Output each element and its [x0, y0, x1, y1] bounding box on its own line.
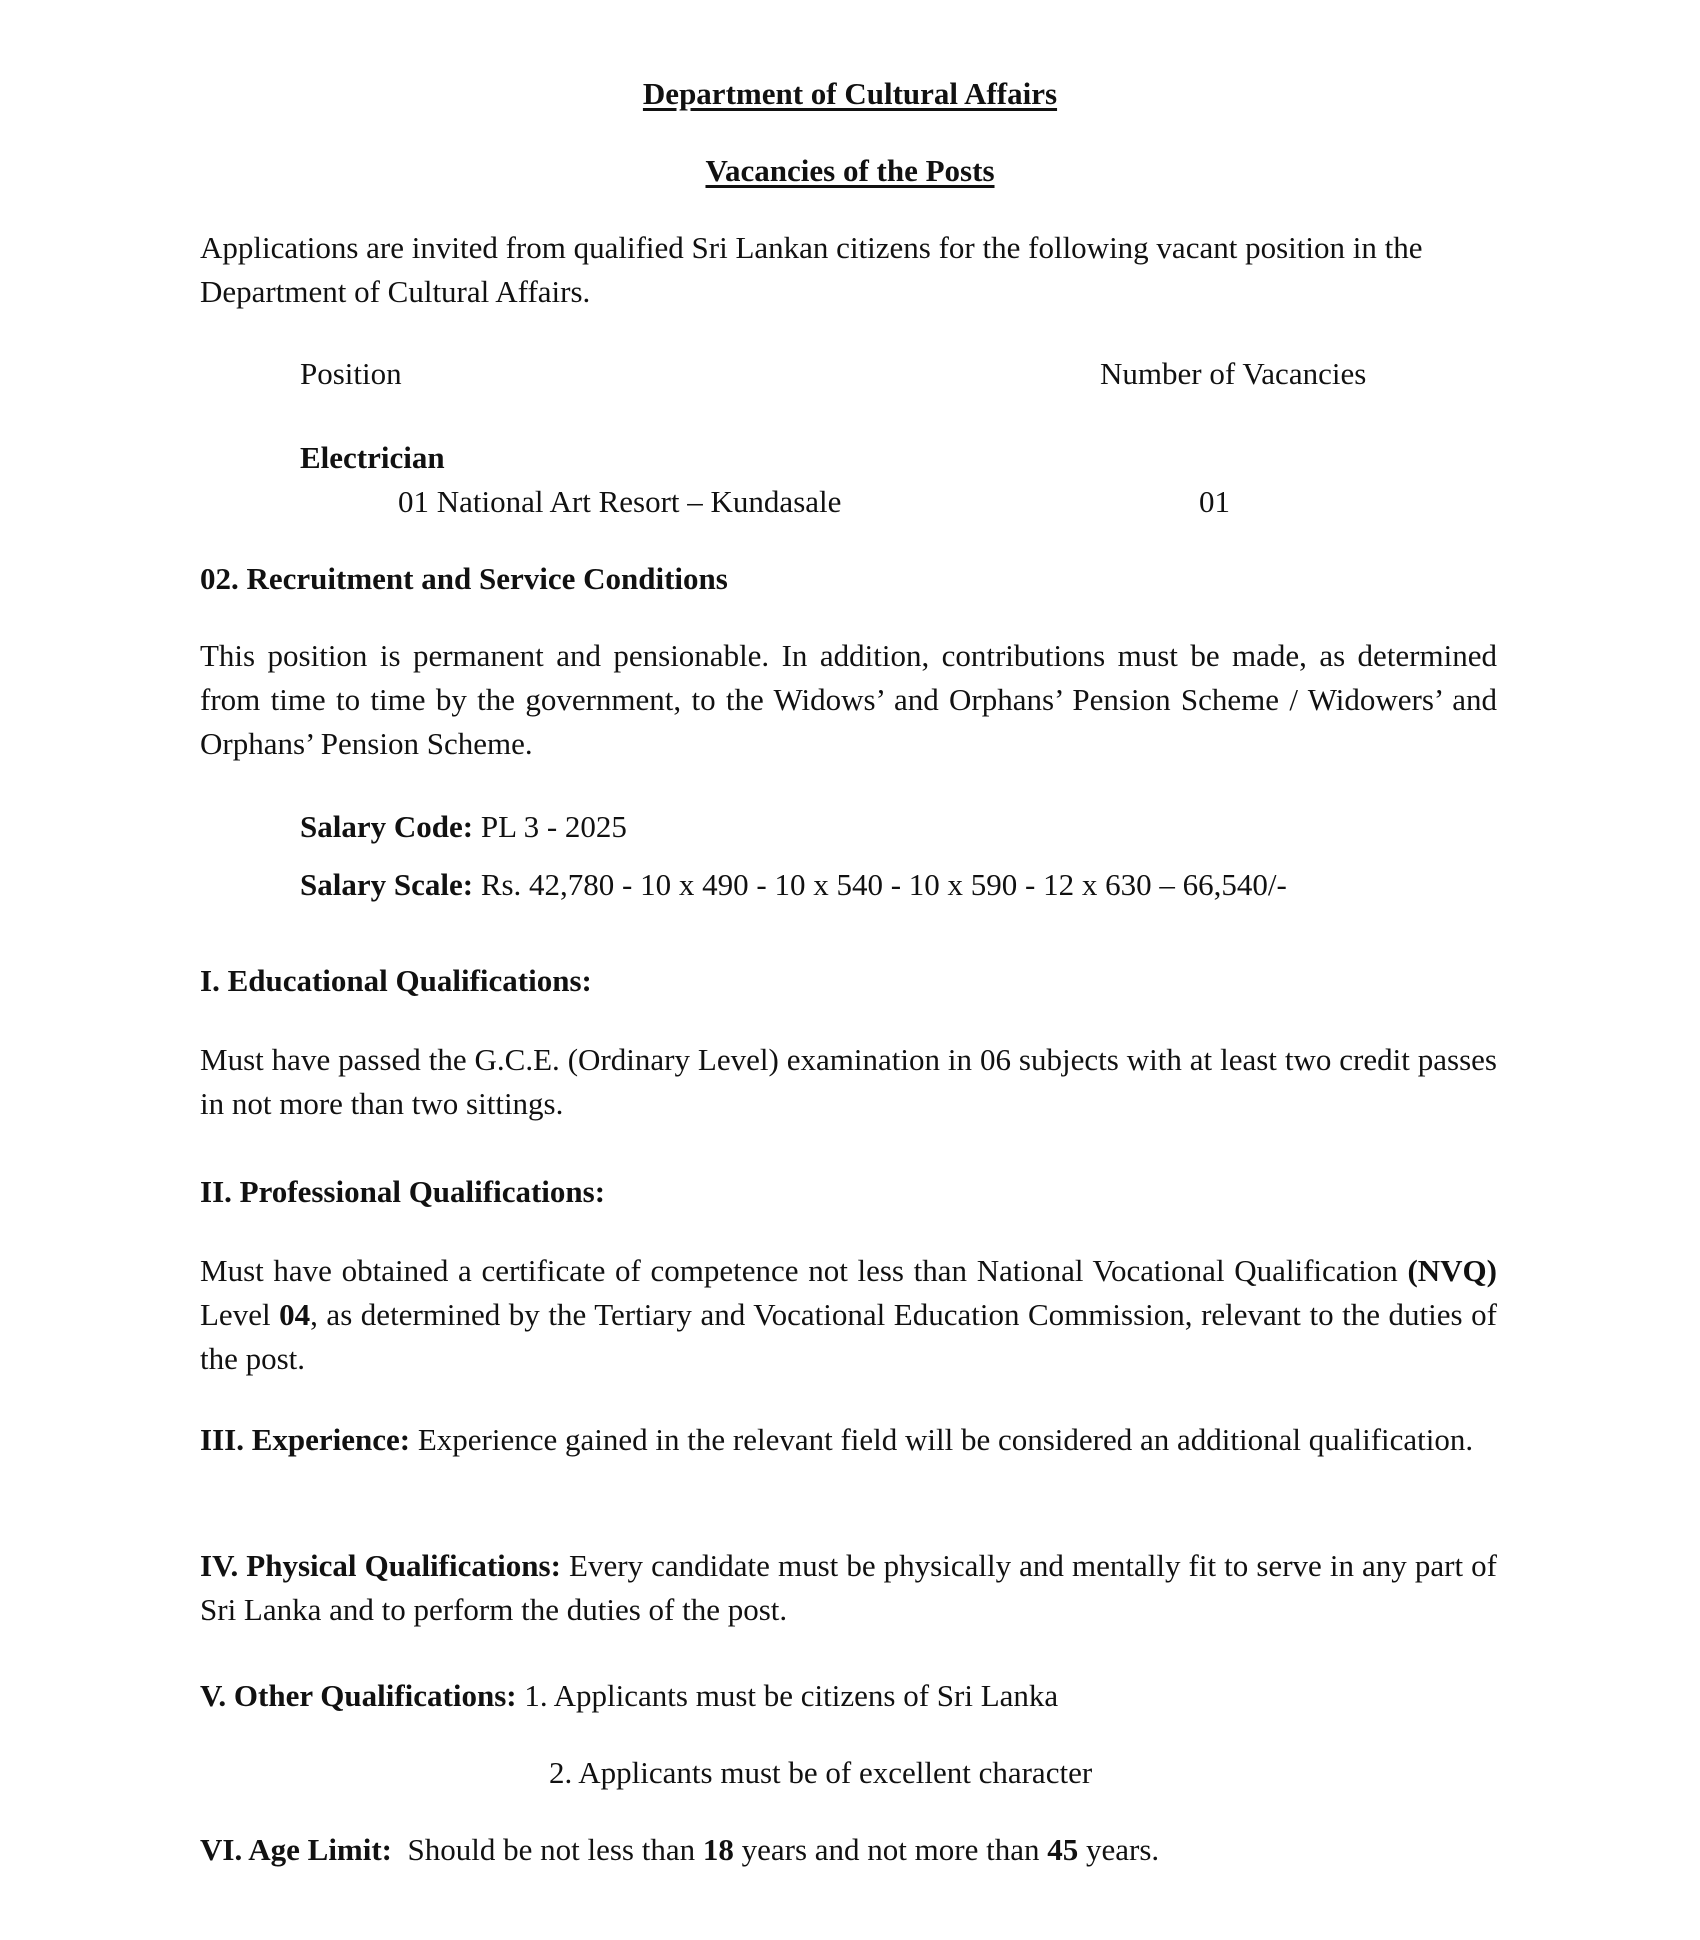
salary-code-label: Salary Code:: [300, 809, 474, 844]
educational-paragraph: Must have passed the G.C.E. (Ordinary Level) examination in 06 subjects with at least two credit passes in not more than two sittings.: [200, 1042, 1497, 1121]
physical-label: IV. Physical Qualifications:: [200, 1548, 561, 1583]
column-header-vacancies: Number of Vacancies: [1100, 356, 1367, 391]
intro-paragraph: Applications are invited from qualified Sri Lankan citizens for the following vacant position in the Department of Cultural Affairs.: [200, 230, 1423, 309]
experience-paragraph: [200, 1418, 1497, 1462]
other-item-1: 1. Applicants must be citizens of Sri Lanka: [516, 1678, 1059, 1713]
nvq-label: (NVQ): [1407, 1253, 1497, 1288]
professional-text-2: Level: [200, 1297, 280, 1332]
vacancy-count: 01: [1199, 484, 1230, 519]
post-location: 01 National Art Resort – Kundasale: [398, 484, 842, 519]
age-max: 45: [1047, 1832, 1079, 1867]
salary-scale: [300, 867, 1287, 903]
professional-text-1: Must have obtained a certificate of competence not less than National Vocational Qualification: [200, 1253, 1408, 1288]
recruitment-paragraph: This position is permanent and pensionable. In addition, contributions must be made, as determined from time to time by the government, to the Widows’ and Orphans’ Pension Scheme / Widowers’ and Orphans’ Pension Scheme.: [200, 638, 1497, 761]
document-title: Department of Cultural Affairs: [642, 76, 1058, 111]
other-item-2: 2. Applicants must be of excellent character: [549, 1755, 1093, 1790]
age-limit: [200, 1832, 1159, 1868]
age-min: 18: [702, 1832, 734, 1867]
age-text-3: years.: [1078, 1832, 1160, 1867]
professional-heading: II. Professional Qualifications:: [200, 1174, 606, 1209]
experience-label: III. Experience:: [200, 1422, 411, 1457]
educational-heading: I. Educational Qualifications:: [200, 963, 592, 998]
physical-paragraph: [200, 1544, 1497, 1632]
age-text-1: Should be not less than: [392, 1832, 703, 1867]
other-qualifications: [200, 1678, 1058, 1714]
recruitment-heading: 02. Recruitment and Service Conditions: [200, 561, 728, 596]
column-header-position: Position: [300, 356, 402, 391]
post-title: Electrician: [300, 440, 445, 475]
experience-text: Experience gained in the relevant field will be considered an additional qualification.: [410, 1422, 1474, 1457]
age-text-2: years and not more than: [733, 1832, 1048, 1867]
age-label: VI. Age Limit:: [200, 1832, 393, 1867]
professional-paragraph: [200, 1249, 1497, 1381]
document-subtitle: Vacancies of the Posts: [705, 153, 995, 188]
salary-scale-label: Salary Scale:: [300, 867, 474, 902]
professional-text-3: , as determined by the Tertiary and Vocational Education Commission, relevant to the duties of the post.: [200, 1297, 1497, 1376]
salary-scale-value: Rs. 42,780 - 10 x 490 - 10 x 540 - 10 x 590 - 12 x 630 – 66,540/-: [473, 867, 1287, 902]
other-label: V. Other Qualifications:: [200, 1678, 517, 1713]
physical-text: Every candidate must be physically and mentally fit to serve in any part of Sri Lanka and to perform the duties of the post.: [200, 1548, 1497, 1627]
salary-code-value: PL 3 - 2025: [473, 809, 627, 844]
salary-code: [300, 809, 627, 845]
nvq-level: 04: [279, 1297, 311, 1332]
